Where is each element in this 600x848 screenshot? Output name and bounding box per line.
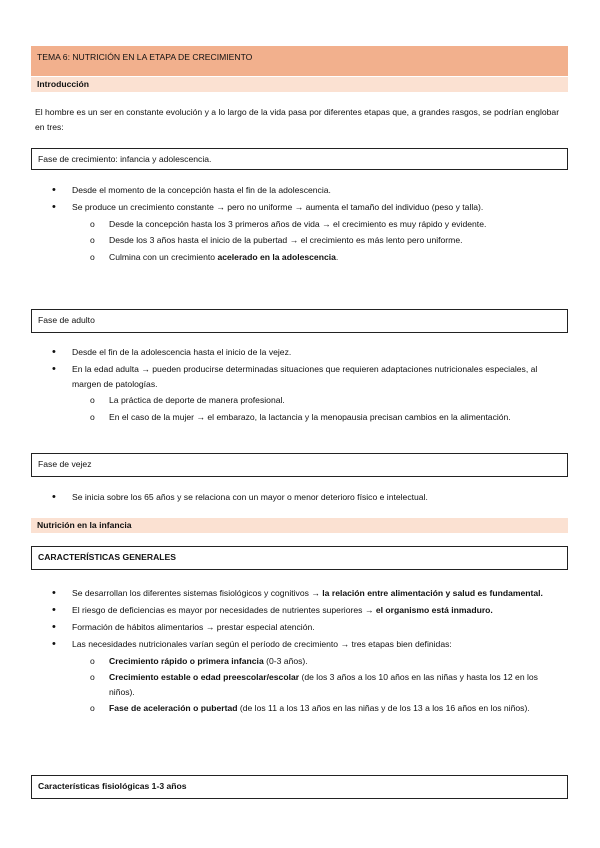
phase-old-label: Fase de vejez: [38, 459, 92, 469]
intro-heading: [31, 77, 568, 92]
list-item: • Formación de hábitos alimentarios → prestar especial atención.: [0, 620, 562, 635]
document-title-text: TEMA 6: NUTRICIÓN EN LA ETAPA DE CRECIMIENTO: [37, 52, 253, 62]
infancy-heading: [31, 518, 568, 533]
list-item: o La práctica de deporte de manera profesional.: [72, 393, 562, 408]
list-item: o Crecimiento estable o edad preescolar/escolar (de los 3 años a los 10 años en las niñas y hasta los 12 en los niños).: [72, 670, 562, 699]
list-item: o Fase de aceleración o pubertad (de los 11 a los 13 años en las niñas y de los 13 a los 16 años en los niños).: [72, 701, 562, 716]
phase-old-list: [0, 490, 562, 507]
list-item: • Se desarrollan los diferentes sistemas fisiológicos y cognitivos → la relación entre alimentación y salud es fundamental.: [0, 586, 562, 601]
list-item: • Las necesidades nutricionales varían según el período de crecimiento → tres etapas bien definidas: o Crecimiento rápido o primera infancia (0-3 años). o Crecimiento estable o edad preescolar/escolar (de los 3 años a los 10 años en las niñas y hasta los 12 en los niños). o Fase de aceleración o pubertad (de los 11 a los 13 años en las niñas y de los 13 a los 16 años en los niños).: [0, 637, 562, 716]
phase-adult-sublist: [72, 393, 562, 424]
phase-growth-label: Fase de crecimiento: infancia y adolescencia.: [38, 154, 212, 164]
list-item: • Se produce un crecimiento constante → pero no uniforme → aumenta el tamaño del individuo (peso y talla). o Desde la concepción hasta los 3 primeros años de vida → el crecimiento es muy rápido y evidente. o Desde los 3 años hasta el inicio de la pubertad → el crecimiento es más lento pero uniforme. o Culmina con un crecimiento acelerado en la adolescencia.: [0, 200, 562, 264]
phase-growth-sublist: [72, 217, 562, 265]
infancy-list: [0, 586, 562, 718]
physiological-characteristics-box: [31, 775, 568, 799]
intro-heading-text: Introducción: [37, 79, 90, 89]
list-item: • Desde el fin de la adolescencia hasta el inicio de la vejez.: [0, 345, 562, 360]
phase-adult-box: [31, 309, 568, 333]
list-item: • Se inicia sobre los 65 años y se relaciona con un mayor o menor deterioro físico e intelectual.: [0, 490, 562, 505]
physiological-characteristics-label: Características fisiológicas 1-3 años: [38, 781, 187, 791]
list-item: o Desde la concepción hasta los 3 primeros años de vida → el crecimiento es muy rápido y evidente.: [72, 217, 562, 232]
list-item: o Desde los 3 años hasta el inicio de la pubertad → el crecimiento es más lento pero uniforme.: [72, 233, 562, 248]
phase-adult-label: Fase de adulto: [38, 315, 95, 325]
infancy-heading-text: Nutrición en la infancia: [37, 520, 132, 530]
document-title: [31, 46, 568, 76]
list-item: o Crecimiento rápido o primera infancia (0-3 años).: [72, 654, 562, 669]
phase-growth-box: [31, 148, 568, 170]
list-item: o Culmina con un crecimiento acelerado en la adolescencia.: [72, 250, 562, 265]
list-item: • En la edad adulta → pueden producirse determinadas situaciones que requieren adaptaciones nutricionales especiales, al margen de patologías. o La práctica de deporte de manera profesional. o En el caso de la mujer → el embarazo, la lactancia y la menopausia precisan cambios en la alimentación.: [0, 362, 562, 424]
intro-paragraph: El hombre es un ser en constante evolución y a lo largo de la vida pasa por diferentes etapas que, a grandes rasgos, se podrían englobar en tres:: [35, 107, 560, 132]
list-item: • Desde el momento de la concepción hasta el fin de la adolescencia.: [0, 183, 562, 198]
phase-adult-list: [0, 345, 562, 427]
general-characteristics-box: [31, 546, 568, 570]
phase-old-box: [31, 453, 568, 477]
list-item: o En el caso de la mujer → el embarazo, la lactancia y la menopausia precisan cambios en la alimentación.: [72, 410, 562, 425]
infancy-sublist: [72, 654, 562, 716]
list-item: • El riesgo de deficiencias es mayor por necesidades de nutrientes superiores → el organismo está inmaduro.: [0, 603, 562, 618]
general-characteristics-label: CARACTERÍSTICAS GENERALES: [38, 552, 176, 562]
phase-growth-list: [0, 183, 562, 267]
